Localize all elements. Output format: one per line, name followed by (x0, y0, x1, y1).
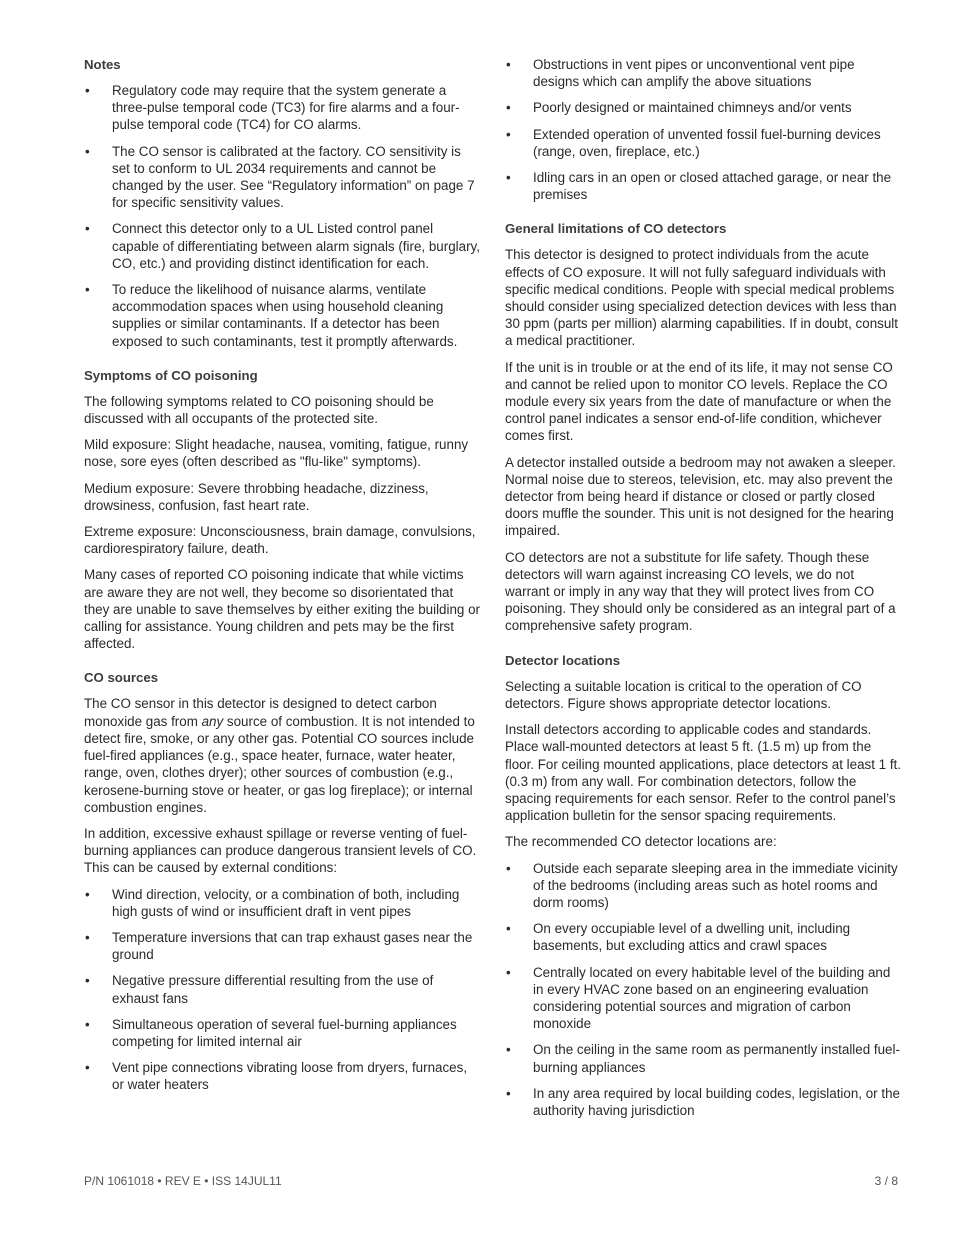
list-item: • The CO sensor is calibrated at the factory. CO sensitivity is set to conform to UL 2034 requirements and cannot be changed by the user. See “Regulatory information” on page 7 for specific sensitivity values. (84, 143, 480, 212)
page-number: 3 / 8 (874, 1174, 898, 1188)
list-item: • Obstructions in vent pipes or unconventional vent pipe designs which can amplify the above situations (505, 56, 901, 90)
list-item: • Poorly designed or maintained chimneys and/or vents (505, 99, 901, 116)
page-footer (84, 1174, 898, 1189)
paragraph: The following symptoms related to CO poisoning should be discussed with all occupants of the protected site. (84, 393, 434, 427)
list-item: • Temperature inversions that can trap exhaust gases near the ground (84, 929, 480, 963)
paragraph: Many cases of reported CO poisoning indicate that while victims are aware they are not well, they become so disorientated that they are unable to save themselves by either exiting the building or calling for assistance. Young children and pets may be the first affected. (84, 567, 481, 652)
paragraph: A detector installed outside a bedroom may not awaken a sleeper. Normal noise due to stereos, television, etc. may also prevent the detector from being heard if distance or closed or partly closed doors muffle the sounder. This unit is not designed for the hearing impaired. (505, 454, 896, 539)
paragraph: The recommended CO detector locations are: (505, 834, 777, 850)
paragraph: If the unit is in trouble or at the end of its life, it may not sense CO and cannot be relied upon to monitor CO levels. Replace the CO module every six years from the date of manufacture or when the control panel indicates a sensor end-of-life condition, whichever comes first. (505, 359, 893, 444)
detector-locations-list (505, 860, 901, 1120)
list-item: • On the ceiling in the same room as permanently installed fuel-burning appliances (505, 1041, 901, 1075)
list-item: • Connect this detector only to a UL Listed control panel capable of differentiating between alarm signals (fire, burglary, CO, etc.) and providing distinct identification for each. (84, 220, 480, 272)
paragraph: Medium exposure: Severe throbbing headache, dizziness, drowsiness, confusion, fast heart rate. (84, 480, 429, 513)
list-item: • Negative pressure differential resulting from the use of exhaust fans (84, 972, 480, 1006)
list-item: • On every occupiable level of a dwelling unit, including basements, but excluding attics and crawl spaces (505, 920, 901, 954)
list-item: • In any area required by local building codes, legislation, or the authority having jurisdiction (505, 1085, 901, 1119)
symptoms-heading: Symptoms of CO poisoning (84, 367, 258, 383)
list-item: • Outside each separate sleeping area in the immediate vicinity of the bedrooms (including areas such as hotel rooms and dorm rooms) (505, 860, 901, 912)
paragraph: Mild exposure: Slight headache, nausea, vomiting, fatigue, runny nose, sore eyes (often described as "flu-like" symptoms). (84, 437, 469, 470)
emphasis-text: any (201, 713, 224, 729)
list-item: • Wind direction, velocity, or a combination of both, including high gusts of wind or insufficient draft in vent pipes (84, 886, 480, 920)
left-column (84, 56, 480, 1103)
co-sources-list-continued (505, 56, 901, 203)
list-item: • Simultaneous operation of several fuel-burning appliances competing for limited internal air (84, 1016, 480, 1050)
right-column (505, 56, 901, 1128)
list-item: • Regulatory code may require that the system generate a three-pulse temporal code (TC3) for fire alarms and a four-pulse temporal code (TC4) for CO alarms. (84, 82, 480, 134)
paragraph: CO detectors are not a substitute for life safety. Though these detectors will warn against increasing CO levels, we do not warrant or imply in any way that they will protect lives from CO poisoning. They should only be considered as an integral part of a comprehensive safety program. (505, 549, 896, 634)
paragraph (84, 695, 480, 815)
list-item: • To reduce the likelihood of nuisance alarms, ventilate accommodation spaces when using household cleaning supplies or similar contaminants. If a detector has been exposed to such contaminants, test it promptly afterwards. (84, 281, 480, 350)
part-number: P/N 1061018 • REV E • ISS 14JUL11 (84, 1174, 282, 1188)
paragraph: Extreme exposure: Unconsciousness, brain damage, convulsions, cardiorespiratory failure, death. (84, 524, 476, 557)
notes-list (84, 82, 480, 350)
text-span: The CO sensor in this detector is designed to detect carbon monoxide gas from (84, 696, 437, 729)
text-span: source of combustion. It is not intended to detect fire, smoke, or any other gas. Potential CO sources include fuel-fired appliances (e.g., space heater, furnace, water heater, range, oven, clothes dryer); other sources of combustion (e.g., kerosene-burning stove or heater, or gas log fireplace); or internal combustion engines. (84, 713, 475, 815)
list-item: • Vent pipe connections vibrating loose from dryers, furnaces, or water heaters (84, 1059, 480, 1093)
co-sources-heading: CO sources (84, 670, 159, 686)
list-item: • Idling cars in an open or closed attached garage, or near the premises (505, 169, 901, 203)
paragraph: This detector is designed to protect individuals from the acute effects of CO exposure. It will not fully safeguard individuals with specific medical conditions. People with special medical problems should consider using specialized detection devices with less than 30 ppm (parts per million) alarming capabilities. If in doubt, consult a medical practitioner. (505, 247, 898, 349)
paragraph: Install detectors according to applicable codes and standards. Place wall-mounted detectors at least 5 ft. (1.5 m) up from the floor. For ceiling mounted applications, place detectors at least 1 ft. (0.3 m) from any wall. For combination detectors, follow the spacing requirements for each sensor. Refer to the control panel’s application bulletin for the sensor spacing requirements. (505, 722, 901, 824)
limitations-heading: General limitations of CO detectors (505, 221, 727, 237)
list-item: • Extended operation of unvented fossil fuel-burning devices (range, oven, fireplace, etc.) (505, 126, 901, 160)
co-sources-list (84, 886, 480, 1094)
detector-locations-heading: Detector locations (505, 652, 621, 668)
paragraph: In addition, excessive exhaust spillage or reverse venting of fuel-burning appliances can produce dangerous transient levels of CO. This can be caused by external conditions: (84, 825, 477, 876)
paragraph: Selecting a suitable location is critical to the operation of CO detectors. Figure shows appropriate detector locations. (505, 678, 862, 711)
notes-heading: Notes (84, 57, 121, 72)
list-item: • Centrally located on every habitable level of the building and in every HVAC zone based on an engineering evaluation considering potential sources and migration of carbon monoxide (505, 964, 901, 1033)
